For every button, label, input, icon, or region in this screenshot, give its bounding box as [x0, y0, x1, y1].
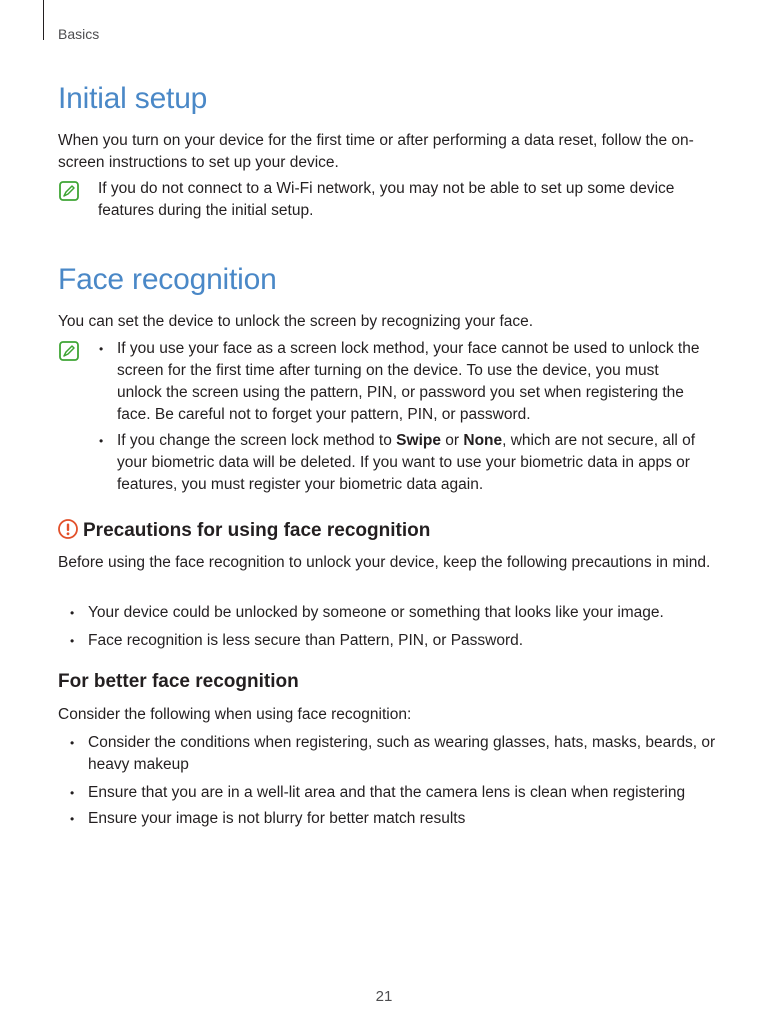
face-recognition-intro: You can set the device to unlock the screen by recognizing your face.	[58, 313, 534, 330]
bullet-marker: •	[70, 606, 75, 620]
page-number: 21	[375, 988, 393, 1005]
bullet-marker: •	[99, 342, 104, 356]
precautions-title-text: Precautions for using face recognition	[83, 520, 431, 541]
precautions-intro: Before using the face recognition to unlock your device, keep the following precautions in mind.	[58, 554, 711, 571]
swipe-option: Swipe	[396, 432, 441, 449]
bullet-marker: •	[70, 812, 75, 826]
better-recognition-title: For better face recognition	[58, 671, 299, 692]
list-item-text: Ensure your image is not blurry for better match results	[88, 810, 466, 827]
note-icon	[59, 341, 79, 361]
note-bullet-text: or	[440, 432, 464, 449]
list-item	[70, 602, 718, 624]
initial-setup-title: Initial setup	[58, 82, 208, 115]
precautions-title	[58, 519, 430, 542]
corner-mark	[43, 0, 44, 40]
none-option: None	[463, 432, 503, 449]
note-bullet-text: If you use your face as a screen lock method, your face cannot be used to unlock the screen for the first time after turning on the device. To use the device, you must unlock the screen using the pattern, PIN, or password you set when registering the face. Be careful not to forget your pattern, PIN, or password.	[117, 340, 700, 423]
note-bullet-text: , which are not secure, all of your biometric data will be deleted. If you want to use your biometric data in apps or features, you must register your biometric data again.	[117, 432, 696, 493]
bullet-marker: •	[70, 736, 75, 750]
list-item-text: Your device could be unlocked by someone or something that looks like your image.	[88, 604, 664, 621]
list-item-text: Consider the conditions when registering, such as wearing glasses, hats, masks, beards, or heavy makeup	[88, 734, 716, 773]
list-item-text: Face recognition is less secure than Pattern, PIN, or Password.	[88, 632, 524, 649]
note-bullet-text: If you change the screen lock method to	[117, 432, 397, 449]
bullet-marker: •	[99, 434, 104, 448]
warning-icon	[58, 519, 78, 539]
better-recognition-intro: Consider the following when using face recognition:	[58, 706, 412, 723]
list-item	[70, 808, 718, 830]
initial-setup-intro: When you turn on your device for the first time or after performing a data reset, follow the on-screen instructions to set up your device.	[58, 132, 694, 171]
list-item	[70, 732, 718, 776]
bullet-marker: •	[70, 786, 75, 800]
note-icon	[59, 181, 79, 201]
list-item-text: Ensure that you are in a well-lit area and that the camera lens is clean when registering	[88, 784, 686, 801]
face-recognition-title: Face recognition	[58, 263, 277, 296]
section-label: Basics	[58, 26, 100, 42]
list-item	[70, 630, 718, 652]
initial-setup-note: If you do not connect to a Wi-Fi network, you may not be able to set up some device features during the initial setup.	[98, 180, 675, 219]
note-bullet-item	[99, 430, 709, 496]
bullet-marker: •	[70, 634, 75, 648]
note-bullet-item	[99, 338, 705, 426]
list-item	[70, 782, 718, 804]
